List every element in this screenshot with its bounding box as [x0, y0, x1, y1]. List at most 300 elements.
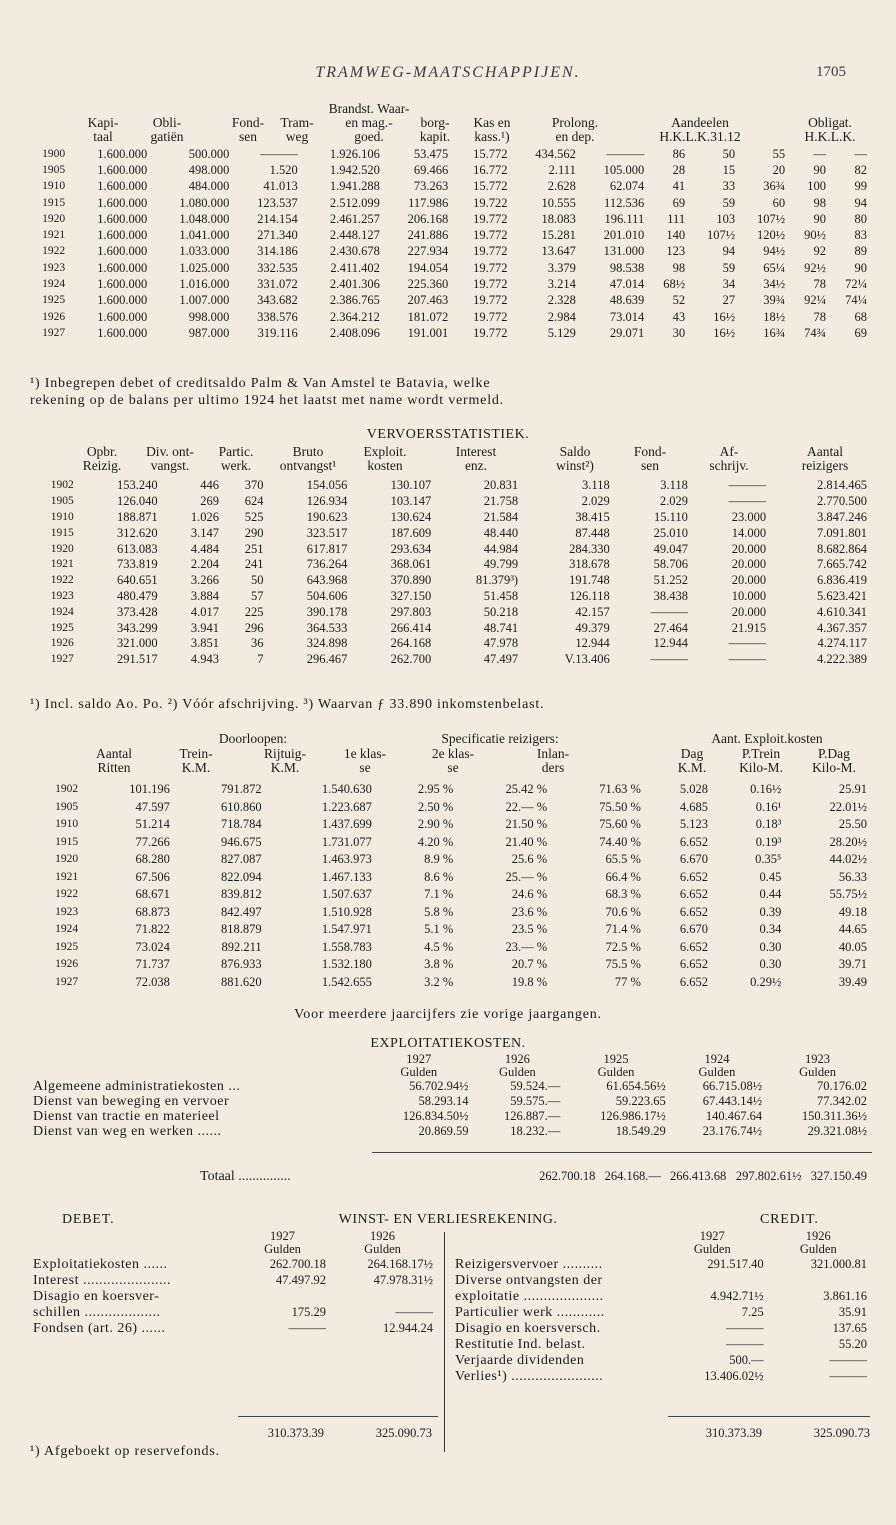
t4-total: 297.802.61½ — [735, 1169, 802, 1183]
table-cell: 90 — [854, 260, 867, 275]
table-row — [30, 525, 870, 541]
table-cell: 4.017 — [190, 604, 219, 619]
table-cell: 59.524.— — [510, 1079, 561, 1093]
t3-hdr-0: Aantal Ritten — [96, 746, 132, 775]
table-cell: 6.652 — [679, 974, 709, 989]
row-year: 1925 — [42, 294, 66, 307]
table-cell: 319.116 — [257, 325, 298, 340]
t1-hdr-borgkapitaal: borg- kapit. — [419, 115, 451, 144]
t4-total-table — [30, 1170, 870, 1183]
table-cell: 77 % — [614, 974, 641, 989]
table-cell: 321.000 — [117, 636, 158, 651]
table-cell: 94½ — [763, 244, 786, 259]
table-cell: 2.95 % — [417, 782, 454, 797]
table-cell: 72¼ — [845, 277, 867, 292]
table-cell: 75.50 % — [599, 799, 641, 814]
table-cell: 53.475 — [413, 146, 449, 161]
row-label: Disagio en koersver- — [33, 1288, 160, 1304]
row-year: 1910 — [55, 818, 79, 831]
table-cell: 120½ — [757, 228, 786, 243]
table-row — [452, 1368, 870, 1384]
table-cell: V.13.406 — [564, 652, 610, 667]
table-cell: 1.025.000 — [179, 260, 230, 275]
table-cell: 69 — [854, 325, 867, 340]
table-cell: 876.933 — [221, 957, 262, 972]
table-cell: ——— — [726, 1336, 764, 1351]
table-cell: 0.29½ — [750, 974, 782, 989]
table-cell: 70.6 % — [605, 904, 641, 919]
row-label: Exploitatiekosten ...... — [33, 1256, 168, 1272]
table-cell: 77.266 — [135, 834, 170, 849]
table-cell: 5.123 — [679, 817, 709, 832]
table-row — [30, 1124, 870, 1139]
table-cell: 262.700.18 — [269, 1256, 326, 1271]
table-cell: 271.340 — [257, 228, 298, 243]
table-cell: 613.083 — [117, 541, 158, 556]
table-cell: 92¼ — [804, 293, 827, 308]
table-cell: 188.871 — [117, 509, 158, 524]
table-cell: 293.634 — [390, 541, 432, 556]
t2-hdr-6: Saldo winst²) — [556, 444, 594, 473]
table-cell: 446 — [200, 478, 219, 493]
table-cell: 36¾ — [763, 179, 786, 194]
table-cell: 47.014 — [609, 277, 645, 292]
table-cell: 881.620 — [221, 974, 262, 989]
t4-unit: Gulden — [597, 1065, 635, 1079]
table-cell: 791.872 — [221, 782, 262, 797]
table-cell: 105.000 — [603, 162, 645, 177]
table-cell: 0.30 — [759, 939, 782, 954]
table-cell: 126.040 — [117, 494, 158, 509]
t4-year: 1927 — [406, 1052, 432, 1066]
t3-table — [30, 781, 870, 991]
table-cell: 390.178 — [306, 604, 348, 619]
row-label: Fondsen (art. 26) ...... — [33, 1320, 166, 1336]
table-cell: 323.517 — [306, 525, 348, 540]
table-cell: 2.50 % — [417, 799, 454, 814]
table-cell: 0.44 — [759, 887, 782, 902]
table-cell: 15.772 — [473, 146, 508, 161]
table-cell: 4.222.389 — [817, 652, 867, 667]
table-cell: 1.467.133 — [321, 869, 372, 884]
t5-left-total-1927: 310.373.39 — [267, 1426, 324, 1440]
table-cell: 51.214 — [135, 817, 170, 832]
table-cell: 56.33 — [838, 869, 867, 884]
table-cell: 5.028 — [679, 782, 709, 797]
table-row — [30, 604, 870, 620]
row-year: 1902 — [50, 479, 74, 492]
table-cell: 643.968 — [306, 573, 348, 588]
table-cell: 71.822 — [135, 922, 170, 937]
table-cell: 68.873 — [135, 904, 170, 919]
table-cell: 0.39 — [759, 904, 782, 919]
table-cell: 25.50 — [838, 817, 867, 832]
table-cell: 2.029 — [659, 494, 688, 509]
table-cell: 4.274.117 — [817, 636, 867, 651]
t4-total: 262.700.18 — [539, 1169, 596, 1183]
table-cell: 130.107 — [390, 478, 432, 493]
table-row — [30, 510, 870, 526]
table-cell: 13.647 — [541, 244, 576, 259]
table-cell: 8.9 % — [424, 852, 454, 867]
table-cell: 19.772 — [473, 211, 508, 226]
table-cell: 338.576 — [257, 309, 298, 324]
table-row — [30, 325, 870, 341]
table-cell: 47.497 — [483, 652, 519, 667]
table-cell: 74¼ — [845, 293, 867, 308]
table-cell: 610.860 — [221, 799, 262, 814]
table-cell: 51.458 — [483, 588, 519, 603]
table-cell: 98 — [672, 260, 686, 275]
table-cell: 1.532.180 — [321, 957, 372, 972]
table-cell: 24.6 % — [511, 887, 548, 902]
table-cell: 25.— % — [505, 869, 548, 884]
table-cell: 65.5 % — [605, 852, 641, 867]
table-row — [30, 478, 870, 494]
table-cell: 21.915 — [731, 620, 767, 635]
table-cell: 733.819 — [117, 557, 158, 572]
table-cell: 107½ — [757, 211, 786, 226]
table-cell: 3.2 % — [424, 974, 454, 989]
table-cell: 44.984 — [483, 541, 519, 556]
table-row — [30, 276, 870, 292]
table-cell: 70.176.02 — [817, 1079, 867, 1093]
t1-hdr-prolongatie: Prolong. en dep. — [551, 115, 599, 144]
table-row — [30, 956, 870, 974]
table-cell: 59.575.— — [510, 1094, 561, 1108]
table-cell: 103.147 — [390, 494, 432, 509]
row-label: Verjaarde dividenden — [455, 1352, 585, 1368]
t3-group-specificatie: Specificatie reizigers: — [441, 731, 559, 746]
table-cell: ——— — [395, 1304, 433, 1319]
table-cell: 291.517 — [117, 652, 158, 667]
table-cell: 49.799 — [483, 557, 519, 572]
table-cell: 1.463.973 — [321, 852, 372, 867]
table-row — [30, 974, 870, 992]
table-cell: 4.943 — [190, 652, 219, 667]
table-cell: 343.299 — [117, 620, 158, 635]
table-row — [30, 573, 870, 589]
t5-right-total-1927: 310.373.39 — [705, 1426, 762, 1440]
row-label: Reizigersvervoer .......... — [455, 1256, 603, 1272]
table-cell: ——— — [728, 478, 767, 493]
table-cell: 68 — [854, 309, 867, 324]
table-cell: 126.887.— — [504, 1109, 561, 1123]
table-cell: ——— — [728, 636, 767, 651]
table-cell: 1.542.655 — [321, 974, 372, 989]
table-cell: 98.538 — [609, 260, 645, 275]
table-cell: 49.379 — [575, 620, 610, 635]
table-cell: 16¾ — [763, 325, 786, 340]
t3-hdr-1: Trein- K.M. — [179, 746, 213, 775]
t5-divider — [444, 1232, 445, 1452]
t4-total-rule — [372, 1152, 872, 1153]
table-cell: 23.000 — [731, 509, 767, 524]
table-cell: 327.150 — [390, 588, 432, 603]
table-cell: 126.118 — [569, 588, 610, 603]
row-year: 1925 — [50, 621, 74, 634]
table-cell: 86 — [672, 146, 686, 161]
table-cell: 47.597 — [135, 799, 170, 814]
table-cell: 39¾ — [763, 293, 786, 308]
table-row — [30, 557, 870, 573]
row-year: 1905 — [50, 495, 74, 508]
row-year: 1926 — [42, 310, 66, 323]
table-cell: 3.266 — [190, 573, 219, 588]
row-year: 1925 — [55, 940, 79, 953]
table-cell: 78 — [813, 309, 827, 324]
row-year: 1915 — [55, 835, 79, 848]
table-cell: 44.02½ — [829, 852, 867, 867]
table-cell: 284.330 — [569, 541, 610, 556]
table-cell: 4.20 % — [417, 834, 454, 849]
table-cell: ——— — [829, 1352, 867, 1367]
table-cell: 4.942.71½ — [710, 1288, 764, 1303]
table-cell: 10.000 — [731, 588, 767, 603]
table-cell: 78 — [813, 277, 827, 292]
table-row — [30, 293, 870, 309]
table-cell: 36 — [251, 636, 264, 651]
table-cell: 42.157 — [575, 604, 610, 619]
table-cell: 3.847.246 — [817, 509, 867, 524]
table-cell: 266.414 — [390, 620, 432, 635]
table-cell: 20.7 % — [511, 957, 548, 972]
table-cell: 1.080.000 — [179, 195, 230, 210]
table-cell: 8.6 % — [424, 869, 454, 884]
table-cell: 251 — [244, 541, 264, 556]
table-cell: 19.8 % — [511, 974, 548, 989]
table-cell: 12.944 — [653, 636, 688, 651]
table-row — [452, 1272, 870, 1288]
t2-hdr-0: Opbr. Reizig. — [82, 444, 122, 473]
table-cell: 94 — [722, 244, 736, 259]
table-row — [30, 869, 870, 887]
t1-hdr-aandeelen: Aandeelen H.K.L.K.31.12 — [659, 115, 741, 144]
table-cell: 7.25 — [741, 1304, 764, 1319]
table-cell: 18.083 — [541, 211, 576, 226]
table-cell: 23.5 % — [511, 922, 548, 937]
table-cell: 0.35⁵ — [755, 852, 782, 867]
table-cell: 41 — [672, 179, 686, 194]
table-cell: 842.497 — [221, 904, 262, 919]
table-cell: 892.211 — [221, 939, 262, 954]
table-cell: 3.214 — [547, 277, 576, 292]
t2-footnote: ¹) Incl. saldo Ao. Po. ²) Vóór afschrijving. ³) Waarvan ƒ 33.890 inkomstenbelast. — [30, 697, 545, 712]
table-row — [30, 834, 870, 852]
t2-hdr-5: Interest enz. — [455, 444, 497, 473]
table-cell: 60 — [772, 195, 786, 210]
table-cell: 19.772 — [473, 244, 508, 259]
row-label: Restitutie Ind. belast. — [455, 1336, 586, 1352]
table-cell: 19.722 — [473, 195, 508, 210]
t5-left-unit-row — [30, 1243, 436, 1256]
table-cell: 3.941 — [190, 620, 219, 635]
table-cell: 1.942.520 — [329, 162, 380, 177]
row-year: 1923 — [50, 589, 74, 602]
table-cell: 196.111 — [604, 211, 645, 226]
table-cell — [658, 1272, 767, 1288]
t5-unit: Gulden — [364, 1242, 401, 1256]
table-cell: 370.890 — [390, 573, 432, 588]
table-cell: 736.264 — [306, 557, 348, 572]
table-cell: 20.000 — [731, 541, 767, 556]
row-year: 1924 — [42, 278, 66, 291]
table-cell: 2.111 — [548, 162, 576, 177]
table-cell: 80 — [854, 211, 867, 226]
table-cell: 1.600.000 — [97, 260, 148, 275]
row-label: Verlies¹) ....................... — [455, 1368, 604, 1384]
table-cell: 241.886 — [407, 228, 449, 243]
t3-hdr-8: P.Dag Kilo-M. — [812, 746, 856, 775]
table-cell: 123.537 — [257, 195, 298, 210]
row-label: Particulier werk ............ — [455, 1304, 605, 1320]
table-cell: 39.49 — [838, 974, 867, 989]
table-cell: 73.263 — [413, 179, 449, 194]
table-cell: — — [854, 146, 867, 161]
row-year: 1927 — [55, 975, 79, 988]
t5-debet-label: DEBET. — [62, 1212, 115, 1227]
t3-hdr-6: Dag K.M. — [677, 746, 707, 775]
table-row — [30, 146, 870, 162]
table-cell: 126.986.17½ — [600, 1109, 666, 1123]
t3-hdr-7: P.Trein Kilo-M. — [739, 746, 783, 775]
table-cell: 123 — [666, 244, 686, 259]
table-cell: 3.8 % — [424, 957, 454, 972]
table-cell: ——— — [650, 604, 688, 619]
table-cell: 0.30 — [759, 957, 782, 972]
table-row — [30, 162, 870, 178]
table-cell: 241 — [244, 557, 264, 572]
table-cell: 87.448 — [575, 525, 610, 540]
table-cell: 68.3 % — [605, 887, 641, 902]
t5-unit: Gulden — [799, 1242, 837, 1256]
table-cell: 321.000.81 — [810, 1256, 867, 1271]
table-cell: 49.18 — [838, 904, 867, 919]
t4-year: 1923 — [805, 1052, 831, 1066]
row-label: Disagio en koersversch. — [455, 1320, 601, 1336]
table-cell: 10.555 — [541, 195, 576, 210]
table-cell: 4.484 — [190, 541, 219, 556]
t5-year: 1927 — [699, 1229, 725, 1243]
table-row — [452, 1304, 870, 1320]
table-cell: 640.651 — [117, 573, 158, 588]
table-cell: 90 — [813, 162, 827, 177]
table-cell: 29.321.08½ — [807, 1124, 867, 1138]
table-cell: 19.772 — [473, 228, 508, 243]
table-cell: 50.218 — [483, 604, 519, 619]
t4-total: 266.413.68 — [670, 1169, 727, 1183]
table-cell: 3.884 — [190, 588, 219, 603]
table-cell: 12.944.24 — [383, 1320, 433, 1335]
running-title: TRAMWEG-MAATSCHAPPIJEN. — [315, 64, 581, 81]
table-cell: 175.29 — [291, 1304, 326, 1319]
table-cell: 23.6 % — [511, 904, 548, 919]
table-cell: 190.623 — [306, 509, 348, 524]
table-cell: 72.038 — [135, 974, 170, 989]
table-cell: 0.16½ — [750, 782, 782, 797]
table-cell: 3.861.16 — [823, 1288, 867, 1303]
table-cell: 75.5 % — [605, 957, 641, 972]
t3-group-doorloopen: Doorloopen: — [218, 731, 288, 746]
table-cell: 318.678 — [569, 557, 610, 572]
table-cell: 154.056 — [306, 478, 348, 493]
table-row — [30, 244, 870, 260]
table-cell: 5.8 % — [424, 904, 454, 919]
table-cell: 25.6 % — [511, 852, 548, 867]
row-year: 1924 — [55, 923, 79, 936]
table-cell: ——— — [260, 146, 298, 161]
table-cell: 2.461.257 — [329, 211, 380, 226]
table-cell: 2.386.765 — [329, 293, 380, 308]
table-cell: 2.204 — [190, 557, 219, 572]
table-cell: 112.536 — [604, 195, 645, 210]
table-cell: 21.584 — [483, 509, 519, 524]
table-row — [30, 799, 870, 817]
table-cell: 2.430.678 — [329, 244, 380, 259]
row-label: Dienst van beweging en vervoer — [33, 1094, 230, 1109]
table-cell: 137.65 — [832, 1320, 867, 1335]
table-cell: 6.652 — [679, 834, 709, 849]
t2-hdr-1: Div. ont- vangst. — [146, 444, 194, 473]
table-cell: 1.558.783 — [321, 939, 372, 954]
table-cell: 48.741 — [483, 620, 519, 635]
table-cell: 0.45 — [759, 869, 782, 884]
table-cell: 718.784 — [221, 817, 262, 832]
table-cell: 1.547.971 — [321, 922, 372, 937]
table-cell: 1.048.000 — [179, 211, 230, 226]
table-cell: 65¼ — [763, 260, 786, 275]
t5-left-total-1926: 325.090.73 — [375, 1426, 432, 1440]
t5-right-unit-row — [452, 1243, 870, 1256]
table-cell: 21.50 % — [505, 817, 548, 832]
page-number: 1705 — [816, 64, 846, 80]
table-cell: 107½ — [707, 228, 736, 243]
table-cell: 126.934 — [306, 494, 348, 509]
table-cell: 0.19³ — [755, 834, 782, 849]
row-year: 1922 — [55, 888, 79, 901]
table-cell: 1.520 — [269, 162, 298, 177]
t2-hdr-7: Fond- sen — [633, 444, 667, 473]
table-cell — [767, 1272, 870, 1288]
table-cell: 77.342.02 — [817, 1094, 867, 1108]
table-cell: 38.438 — [653, 588, 688, 603]
table-cell: ——— — [728, 652, 767, 667]
table-cell: 72.5 % — [605, 939, 641, 954]
table-cell: 34 — [722, 277, 736, 292]
table-cell: 25.010 — [653, 525, 688, 540]
table-cell: 7.665.742 — [817, 557, 867, 572]
table-cell: 370 — [244, 478, 264, 493]
table-cell: 20.000 — [731, 573, 767, 588]
table-row — [30, 620, 870, 636]
table-cell: 55 — [772, 146, 786, 161]
t2-hdr-8: Af- schrijv. — [709, 444, 749, 473]
table-cell: ——— — [288, 1320, 326, 1335]
t4-total: 327.150.49 — [810, 1169, 867, 1183]
table-cell: 20.831 — [483, 478, 519, 493]
table-cell: 27 — [722, 293, 736, 308]
table-cell: 66.4 % — [605, 869, 641, 884]
table-cell: 1.600.000 — [97, 309, 148, 324]
table-cell: 48.440 — [483, 525, 519, 540]
table-row — [30, 1256, 436, 1272]
table-row — [30, 904, 870, 922]
table-cell: 19.772 — [473, 309, 508, 324]
table-cell: 75.60 % — [599, 817, 641, 832]
table-cell: 214.154 — [257, 211, 298, 226]
table-row — [30, 494, 870, 510]
table-cell: 19.772 — [473, 325, 508, 340]
